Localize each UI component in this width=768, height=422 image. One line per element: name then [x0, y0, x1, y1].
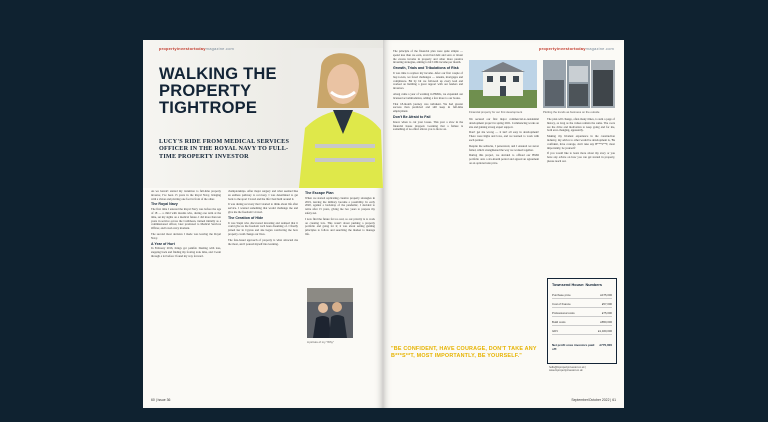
subheading: A Year of Hurt	[151, 241, 175, 246]
numbers-row	[552, 293, 612, 299]
plan-caption: Plotting the trends as business on the outside	[543, 110, 600, 114]
paragraph: If you would like to learn more about my story or you have any advice on how you can get started in property, please reach out.	[547, 151, 615, 163]
paragraph: Don't get me wrong — it isn't all easy in development! There were highs and lows, and we learned to work with each partner.	[469, 130, 539, 142]
paragraph: Know when to cut your losses. This year a slow in the financial house dropped. Learning that a failure is something of no effect allows you to move on.	[393, 119, 463, 132]
paragraph: The principle of the financial plan were quite simple — spend less than we earn, avoid bad debt and save or invest the excess income in property and other more passive investing strategies, aiming to hit £10K income per month.	[393, 49, 463, 65]
magazine-spread	[143, 40, 624, 408]
subheading: Don't Be Afraid to Fail	[393, 114, 431, 119]
row-label: Cost of finance	[552, 302, 571, 306]
site-header	[539, 46, 614, 51]
row-label: Purchase price	[552, 293, 571, 297]
family-photo	[307, 288, 353, 338]
right-page	[383, 40, 624, 408]
site-suffix: magazine.com	[205, 46, 235, 51]
numbers-row	[552, 320, 612, 326]
paragraph: The first time I entered the Royal Navy was before the age of 18 — a child with dreams who, during one term at the time, set my sights on a medical future. I did more than ten years in service across the Caribbean, trained initially as a commissioned officer, later promoted to Medical Services Officer, and loved every moment.	[151, 207, 221, 231]
right-column-1	[393, 50, 463, 134]
site-suffix: magazine.com	[585, 46, 615, 51]
paragraph: That 18-month journey was turbulent. We had greater success than predicted and still keep in full-time employment.	[393, 101, 463, 114]
article-title: WALKING THE PROPERTY TIGHTROPE	[159, 65, 277, 117]
hero-image	[143, 40, 383, 188]
left-column-1	[151, 190, 221, 261]
left-folio: 60 | Issue 36	[151, 398, 171, 402]
site-brand: propertyinvestortoday	[159, 46, 206, 51]
right-folio: September/October 2022 | 61	[571, 398, 616, 402]
left-page	[143, 40, 383, 408]
numbers-box	[547, 278, 617, 364]
left-column-2	[228, 190, 298, 248]
pull-quote: "BE CONFIDENT, HAVE COURAGE, DON'T TAKE ANY B***S**T, MOST IMPORTANTLY, BE YOURSELF."	[391, 346, 537, 359]
right-column-2	[469, 118, 539, 168]
total-value: £770,000	[599, 343, 612, 347]
article-deck: LUCY'S RIDE FROM MEDICAL SERVICES OFFICER IN THE ROYAL NAVY TO FULL-TIME PROPERTY INVESTOR	[159, 138, 290, 160]
row-label: Build costs	[552, 320, 566, 324]
paragraph: It was Steph who discovered investing and realised that it could give us the freedom we'd been dreaming of. I finally joined her in Cyprus and she began convincing me how property could change our lives.	[228, 220, 298, 236]
left-column-3	[305, 190, 375, 239]
paragraph: During this project, we decided to offload our HMO portfolio onto a six-month period and agreed an agreement on an optional sale price.	[469, 153, 539, 165]
construction-photos-icon	[543, 60, 615, 108]
numbers-row	[552, 311, 612, 317]
house-photo	[469, 60, 537, 108]
numbers-total	[552, 343, 612, 351]
subheading: The Royal Navy	[151, 202, 178, 207]
paragraph: The fate-based approach of property is what attracted me the most, and I poured myself into learning.	[228, 237, 298, 246]
numbers-row	[552, 329, 612, 335]
site-brand: propertyinvestortoday	[539, 46, 586, 51]
paragraph: It was during recovery that I started to think about life after service. I wanted something that would challenge me and give me the freedom I craved.	[228, 202, 298, 214]
site-header	[159, 46, 234, 51]
row-label: GDV	[552, 329, 559, 333]
numbers-box-title: Townsend House: Numbers	[552, 283, 602, 287]
paragraph: In February 2016, things got painful. Dealing with loss, stepping back and finding my footing took time, and I went through a lot before I found my way forward.	[151, 246, 221, 258]
paragraph: Along came a year of working in HMOs, we expanded our licensed accommodation, adding a few more to our books.	[393, 91, 463, 100]
plan-photos	[543, 60, 615, 108]
row-value: £75,000	[601, 311, 612, 315]
subheading: The Escape Plan	[305, 191, 334, 195]
paragraph: We secured our first major commercial-to-residential development project in spring 2021. Commencing works on site and gaining strong expert support.	[469, 117, 539, 129]
house-caption: Financial property for our first development	[469, 110, 523, 114]
row-value: £1,460,000	[598, 329, 612, 333]
paragraph: It was time to replace my income. After our first couple of buy-to-lets, we faced challenges — tenants, mortgages and compliance. Bit by bit we followed up every lead and worked on building a great rapport with our lenders and investors.	[393, 70, 463, 91]
people-illustration-icon	[307, 288, 353, 338]
paragraph: Making my bivalent experience in the construction industry, my advice to other would be development is, 'Be confident, have courage, don't take any B***S**T, most importantly, be yourself.'	[547, 134, 615, 150]
total-label: Net profit once investors paid off:	[552, 343, 595, 351]
house-illustration-icon	[469, 60, 537, 108]
paragraph: The second most decision I made was leaving the Royal Navy.	[151, 231, 221, 240]
right-column-3	[547, 118, 615, 166]
woman-in-hivis-photo	[291, 48, 383, 188]
paragraph: championships. After major surgery and what seemed like an endless pathway to recovery, I was determined to get back to the sport I loved and the life I had built around it.	[228, 189, 298, 201]
paragraph: Despite the setbacks, I persevered, and I ensured we never failed, which strengthened the way we worked together.	[469, 143, 539, 152]
paragraph: The plan will change, often many times, to sum a page of history, as long as the values remain the same. The roots are the drive and motivation to keep going and for me, both ever-changing, apparently.	[547, 117, 615, 133]
photo-caption: A picture of my "Why"	[307, 340, 334, 344]
subheading: The Creation of Hide	[228, 215, 264, 220]
row-value: £850,000	[600, 320, 612, 324]
paragraph: When we started replicating creative property strategies in 2019, leaving the military became a possibility. In early 2020, against a backdrop of the pandemic, I decided to retire after 15 years, giving me two years to prepare my safety net.	[305, 195, 375, 215]
footer-contact: hello@lnpropertyinvestor.co.uk | www.lnpropertyinvestor.co.uk	[549, 366, 586, 373]
row-value: £57,000	[601, 302, 612, 306]
numbers-row	[552, 302, 612, 308]
row-value: £475,000	[600, 293, 612, 297]
subheading: Growth, Trials and Tribulations of Risk	[393, 66, 459, 71]
paragraph: I now find the future far too real, so our priority is to work on creating lots. This wasn't about pushing a property portfolio and going for it; it was about setting guiding principles to follow and searching the market to manage life.	[305, 216, 375, 236]
paragraph: As we haven't started my transition to full-time property investor, I've been 15 years in the Royal Navy, bringing with a vision and plotting one foot in front of the other.	[151, 189, 221, 201]
row-label: Professional costs	[552, 311, 575, 315]
